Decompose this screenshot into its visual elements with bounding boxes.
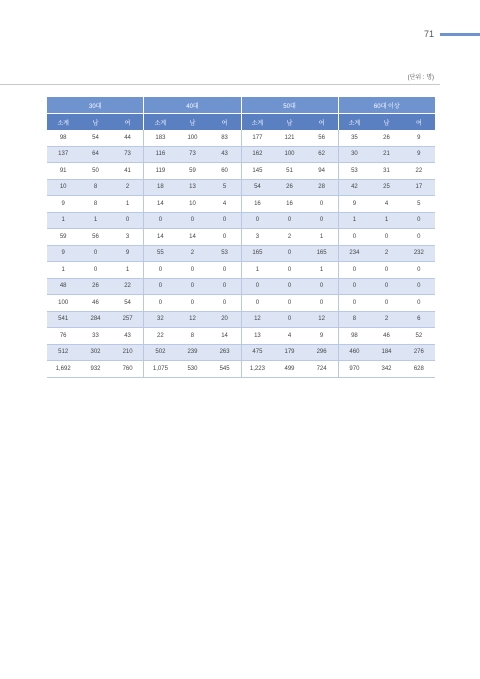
statistics-table (47, 97, 435, 378)
table-cell: 20 (209, 311, 241, 328)
table-cell: 0 (241, 212, 273, 229)
table-cell: 12 (241, 311, 273, 328)
table-cell: 16 (241, 196, 273, 213)
table-cell: 28 (306, 179, 338, 196)
table-cell: 91 (47, 163, 79, 180)
table-cell: 239 (176, 344, 208, 361)
table-cell: 1 (112, 196, 144, 213)
table-cell: 184 (370, 344, 402, 361)
table-cell: 26 (79, 278, 111, 295)
table-cell: 502 (144, 344, 176, 361)
table-cell: 1 (47, 212, 79, 229)
table-cell: 0 (370, 229, 402, 246)
table-cell: 302 (79, 344, 111, 361)
table-cell: 18 (144, 179, 176, 196)
table-cell: 541 (47, 311, 79, 328)
group-header-30s: 30대 (47, 97, 144, 114)
table-cell: 73 (176, 146, 208, 163)
table-cell: 0 (209, 212, 241, 229)
sub-header-subtotal: 소계 (47, 114, 79, 131)
table-cell: 5 (403, 196, 435, 213)
table-cell: 342 (370, 361, 402, 378)
table-cell: 0 (338, 278, 370, 295)
table-row (47, 311, 435, 328)
table-cell: 1,075 (144, 361, 176, 378)
table-cell: 22 (144, 328, 176, 345)
table-cell: 32 (144, 311, 176, 328)
table-cell: 2 (112, 179, 144, 196)
table-cell: 0 (209, 229, 241, 246)
table-cell: 0 (338, 229, 370, 246)
table-cell: 44 (112, 130, 144, 146)
table-row (47, 295, 435, 312)
table-cell: 0 (176, 212, 208, 229)
group-header-40s: 40대 (144, 97, 241, 114)
table-cell: 0 (273, 245, 305, 262)
sub-header-subtotal: 소계 (241, 114, 273, 131)
table-cell: 183 (144, 130, 176, 146)
table-cell: 46 (370, 328, 402, 345)
table-cell: 0 (338, 262, 370, 279)
table-cell: 50 (79, 163, 111, 180)
table-cell: 64 (79, 146, 111, 163)
table-cell: 4 (209, 196, 241, 213)
table-cell: 54 (112, 295, 144, 312)
table-cell: 56 (306, 130, 338, 146)
table-cell: 0 (209, 295, 241, 312)
table-cell: 6 (403, 311, 435, 328)
table-row (47, 163, 435, 180)
table-cell: 1 (338, 212, 370, 229)
table-cell: 9 (403, 146, 435, 163)
table-cell: 0 (176, 262, 208, 279)
table-cell: 0 (273, 295, 305, 312)
table-cell: 59 (47, 229, 79, 246)
table-cell: 9 (47, 245, 79, 262)
table-cell: 4 (370, 196, 402, 213)
table-cell: 8 (79, 196, 111, 213)
table-cell: 499 (273, 361, 305, 378)
table-cell: 14 (144, 229, 176, 246)
page-number: 71 (423, 29, 434, 39)
table-cell: 54 (241, 179, 273, 196)
table-cell: 41 (112, 163, 144, 180)
table-cell: 0 (370, 278, 402, 295)
table-cell: 9 (306, 328, 338, 345)
table-cell: 1 (47, 262, 79, 279)
group-header-50s: 50대 (241, 97, 338, 114)
sub-header-female: 여 (306, 114, 338, 131)
table-cell: 0 (79, 262, 111, 279)
table-cell: 13 (241, 328, 273, 345)
table-cell: 16 (273, 196, 305, 213)
table-cell: 43 (209, 146, 241, 163)
table-cell: 2 (370, 245, 402, 262)
table-cell: 232 (403, 245, 435, 262)
table-cell: 0 (144, 262, 176, 279)
table-cell: 0 (306, 278, 338, 295)
table-cell: 1 (112, 262, 144, 279)
table-cell: 1 (241, 262, 273, 279)
table-cell: 100 (47, 295, 79, 312)
table-cell: 98 (47, 130, 79, 146)
table-cell: 0 (144, 295, 176, 312)
table-cell: 0 (403, 295, 435, 312)
table-row (47, 278, 435, 295)
table-cell: 545 (209, 361, 241, 378)
table-cell: 0 (273, 262, 305, 279)
table-cell: 13 (176, 179, 208, 196)
table-cell: 116 (144, 146, 176, 163)
table-cell: 932 (79, 361, 111, 378)
table-cell: 76 (47, 328, 79, 345)
table-cell: 0 (112, 212, 144, 229)
table-cell: 460 (338, 344, 370, 361)
sub-header-subtotal: 소계 (338, 114, 370, 131)
table-cell: 94 (306, 163, 338, 180)
table-cell: 0 (241, 278, 273, 295)
table-cell: 51 (273, 163, 305, 180)
table-cell: 0 (176, 295, 208, 312)
table-cell: 0 (209, 262, 241, 279)
table-cell: 14 (176, 229, 208, 246)
table-cell: 257 (112, 311, 144, 328)
table-cell: 46 (79, 295, 111, 312)
table-cell: 0 (209, 278, 241, 295)
table-cell: 284 (79, 311, 111, 328)
table-row (47, 212, 435, 229)
table-cell: 1 (79, 212, 111, 229)
table-cell: 234 (338, 245, 370, 262)
table-cell: 179 (273, 344, 305, 361)
table-cell: 0 (306, 295, 338, 312)
table-cell: 1,223 (241, 361, 273, 378)
table-cell: 263 (209, 344, 241, 361)
table-cell: 73 (112, 146, 144, 163)
page-accent-bar (440, 33, 480, 36)
table-cell: 1 (370, 212, 402, 229)
table-cell: 98 (338, 328, 370, 345)
table-cell: 59 (176, 163, 208, 180)
table-row (47, 361, 435, 378)
sub-header-female: 여 (403, 114, 435, 131)
table-cell: 14 (144, 196, 176, 213)
table-row (47, 262, 435, 279)
table-cell: 1 (306, 229, 338, 246)
table-row (47, 245, 435, 262)
table-row (47, 328, 435, 345)
sub-header-subtotal: 소계 (144, 114, 176, 131)
divider (0, 84, 440, 85)
table-cell: 9 (338, 196, 370, 213)
table-cell: 0 (144, 212, 176, 229)
table-cell: 62 (306, 146, 338, 163)
table-cell: 60 (209, 163, 241, 180)
table-cell: 276 (403, 344, 435, 361)
table-cell: 25 (370, 179, 402, 196)
table-cell: 4 (273, 328, 305, 345)
table-cell: 9 (47, 196, 79, 213)
table-cell: 1,692 (47, 361, 79, 378)
table-cell: 970 (338, 361, 370, 378)
table-cell: 10 (176, 196, 208, 213)
table-cell: 0 (403, 278, 435, 295)
table-row (47, 229, 435, 246)
table-cell: 530 (176, 361, 208, 378)
table-cell: 0 (273, 311, 305, 328)
table-cell: 5 (209, 179, 241, 196)
table-cell: 0 (338, 295, 370, 312)
table-cell: 12 (176, 311, 208, 328)
sub-header-male: 남 (79, 114, 111, 131)
table-cell: 2 (176, 245, 208, 262)
table-cell: 0 (79, 245, 111, 262)
table-cell: 137 (47, 146, 79, 163)
sub-header-male: 남 (370, 114, 402, 131)
sub-header-male: 남 (273, 114, 305, 131)
table-cell: 628 (403, 361, 435, 378)
table-cell: 9 (112, 245, 144, 262)
table-cell: 8 (79, 179, 111, 196)
table-cell: 0 (241, 295, 273, 312)
table-cell: 35 (338, 130, 370, 146)
table-cell: 162 (241, 146, 273, 163)
unit-label: (단위 : 명) (407, 75, 434, 81)
table-cell: 56 (79, 229, 111, 246)
table-cell: 26 (273, 179, 305, 196)
table-cell: 48 (47, 278, 79, 295)
table-cell: 22 (403, 163, 435, 180)
table-cell: 54 (79, 130, 111, 146)
table-cell: 0 (370, 295, 402, 312)
table-row (47, 130, 435, 146)
table-cell: 52 (403, 328, 435, 345)
table-cell: 22 (112, 278, 144, 295)
table-cell: 12 (306, 311, 338, 328)
table-row (47, 196, 435, 213)
table-cell: 3 (112, 229, 144, 246)
table-body (47, 130, 435, 377)
table-cell: 53 (338, 163, 370, 180)
table-cell: 14 (209, 328, 241, 345)
table-cell: 296 (306, 344, 338, 361)
table-cell: 55 (144, 245, 176, 262)
table-cell: 1 (306, 262, 338, 279)
table-cell: 210 (112, 344, 144, 361)
table-cell: 43 (112, 328, 144, 345)
table-cell: 8 (338, 311, 370, 328)
table-cell: 2 (273, 229, 305, 246)
table-cell: 0 (144, 278, 176, 295)
table-cell: 3 (241, 229, 273, 246)
table-cell: 0 (273, 212, 305, 229)
table-cell: 512 (47, 344, 79, 361)
table-cell: 2 (370, 311, 402, 328)
table-row (47, 344, 435, 361)
table-row (47, 179, 435, 196)
table-cell: 8 (176, 328, 208, 345)
table-cell: 724 (306, 361, 338, 378)
table-cell: 83 (209, 130, 241, 146)
table-cell: 119 (144, 163, 176, 180)
table-cell: 100 (176, 130, 208, 146)
table-cell: 0 (403, 212, 435, 229)
table-cell: 0 (403, 229, 435, 246)
table-cell: 17 (403, 179, 435, 196)
table-cell: 33 (79, 328, 111, 345)
table-cell: 30 (338, 146, 370, 163)
table-cell: 165 (306, 245, 338, 262)
table-row (47, 146, 435, 163)
table-cell: 42 (338, 179, 370, 196)
sub-header-row (47, 114, 435, 131)
table-cell: 0 (176, 278, 208, 295)
table-cell: 0 (273, 278, 305, 295)
table-cell: 31 (370, 163, 402, 180)
group-header-60plus: 60대 이상 (338, 97, 435, 114)
table-cell: 100 (273, 146, 305, 163)
table-cell: 475 (241, 344, 273, 361)
table-cell: 53 (209, 245, 241, 262)
table-cell: 0 (403, 262, 435, 279)
table-cell: 10 (47, 179, 79, 196)
table-cell: 121 (273, 130, 305, 146)
table-cell: 165 (241, 245, 273, 262)
table-cell: 0 (306, 196, 338, 213)
table-cell: 145 (241, 163, 273, 180)
table-cell: 177 (241, 130, 273, 146)
table-cell: 0 (306, 212, 338, 229)
sub-header-female: 여 (209, 114, 241, 131)
sub-header-female: 여 (112, 114, 144, 131)
table-cell: 21 (370, 146, 402, 163)
table-cell: 760 (112, 361, 144, 378)
table-cell: 0 (370, 262, 402, 279)
sub-header-male: 남 (176, 114, 208, 131)
table-cell: 26 (370, 130, 402, 146)
table-cell: 9 (403, 130, 435, 146)
group-header-row (47, 97, 435, 114)
